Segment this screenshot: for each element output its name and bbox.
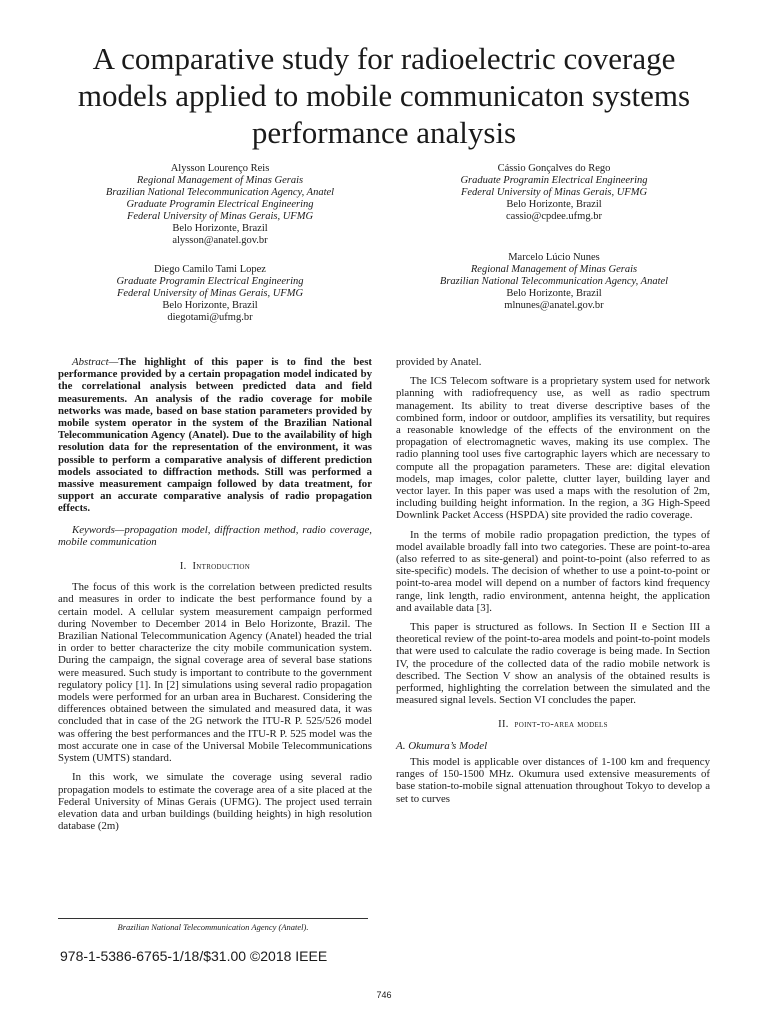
author-affiliation: Brazilian National Telecommunication Agency, Anatel [105,187,335,198]
author-affiliation: Federal University of Minas Gerais, UFMG [460,187,648,198]
paragraph: In the terms of mobile radio propagation prediction, the types of model available broadly fall into two categories. These are point-to-area (also referred to as site-general) and point-to-point (also referred to as site-specific) models. The decision of whether to use a point-to-point or point-to-area model will depend on a number of factors kind frequency range, link length, radio environment, antenna height, the application and available data [3]. [396,528,710,614]
copyright-line: 978-1-5386-6765-1/18/$31.00 ©2018 IEEE [60,948,328,964]
author-name: Alysson Lourenço Reis [170,163,270,174]
section-number: I. [179,561,187,573]
paragraph: The ICS Telecom software is a proprietary system used for network planning with radiofrequency use, as well as radio spectrum management. Its ability to treat diverse descriptive bases of the combined form, indoor or outdoor, amplifies its versatility, but requires a reasonable knowledge of the effects of the environment on the propagation of electromagnetic waves, making its use complex. The radio planning tool uses five cartographic layers which are necessary to compute all the propagation parameters. These are: digital elevation models, map images, color palette, clutter layer, building layer and vector layer. In this paper was used a maps with the resolution of 2m, including building height information. In the region, a 3G High-Speed Downlink Packet Access (HSPDA) site provided the radio coverage. [396,375,710,522]
author-affiliation: Brazilian National Telecommunication Agency, Anatel [439,276,669,287]
paragraph: The focus of this work is the correlation between predicted results and measures in order to indicate the best performance found by a certain model. A cellular system measurement campaign performed during November to December 2014 in Belo Horizonte, Brazil. The Brazilian National Telecommunication Agency (Anatel) headed the trial in order to better characterize the city mobile communication system. During the campaign, the signal coverage area of several base stations were measured. Such study is important to contribute to the government regulatory policy [1]. In [2] simulations using several radio propagation models were performed for an urban area in Bucharest. Considering the differences obtained between the simulated and measured data, it was concluded that in case of the 2G network the ITU-R P. 525/526 model was offering the best performances and the ITU-R P. 525 model was the most accurate one in case of the Universal Mobile Telecommunications System (UMTS) standard. [58,581,372,765]
author-name: Marcelo Lúcio Nunes [508,252,600,263]
subsection-heading: A. Okumura’s Model [396,739,488,752]
author-city: Belo Horizonte, Brazil [172,223,268,234]
author-affiliation: Federal University of Minas Gerais, UFMG [116,288,304,299]
right-column [396,356,710,812]
section-number: II. [498,719,509,731]
page-number: 746 [376,990,392,1000]
author-affiliation: Graduate Programin Electrical Engineering [126,199,314,210]
author-affiliation: Federal University of Minas Gerais, UFMG [126,211,314,222]
author-block-nunes [404,252,704,312]
author-affiliation: Graduate Programin Electrical Engineering [116,276,304,287]
footnote: Brazilian National Telecommunication Agency (Anatel). [117,922,309,932]
keywords-label: Keywords— [72,523,125,536]
author-affiliation: Regional Management of Minas Gerais [470,264,638,275]
section-heading-introduction [58,561,372,573]
author-email: alysson@anatel.gov.br [172,235,268,246]
section-heading-point-to-area [396,719,710,731]
author-affiliation: Regional Management of Minas Gerais [136,175,304,186]
abstract [58,356,372,515]
author-city: Belo Horizonte, Brazil [506,288,602,299]
paragraph: This paper is structured as follows. In Section II e Section III a theoretical review of the point-to-area models and point-to-point models that were used to calculate the radio coverage is being made. In Section IV, the procedure of the collected data of the radio mobile network is described. The Section V show an analysis of the obtained results is performed, highlighting the correlation between the simulated and the measured signal levels. Section VI concludes the paper. [396,621,710,707]
author-affiliation: Graduate Programin Electrical Engineering [460,175,648,186]
abstract-text: The highlight of this paper is to find the best performance provided by a certain propagation model indicated by the correlational analysis between predicted data and field measurements. An analysis of the radio coverage for mobile networks was made, based on base station parameters provided by mobile system operator in the system of the Brazilian National Telecommunication Agency (Anatel). Due to the availability of high resolution data for the representation of the environment, it was possible to perform a comparative analysis of different prediction models associated to diffraction methods. Still was performed a massive measurement campaign followed by data treatment, for support an accurate comparative analysis of radio propagation effects. [58,356,372,515]
paragraph: This model is applicable over distances of 1-100 km and frequency ranges of 150-1500 MHz. Okumura used extensive measurements of base station-to-mobile signal attenuation throughout Tokyo to develop a set to curves [396,755,710,805]
paragraph: In this work, we simulate the coverage using several radio propagation models to estimate the coverage area of a site placed at the Federal University of Minas Gerais (UFMG). The project used terrain elevation data and urban buildings (building heights) in high resolution database (2m) [58,771,372,833]
author-block-lopez [60,264,360,324]
keywords-text: propagation model, diffraction method, radio coverage, mobile communication [58,523,372,548]
author-city: Belo Horizonte, Brazil [162,300,258,311]
author-name: Cássio Gonçalves do Rego [497,163,611,174]
abstract-label: Abstract— [72,356,119,368]
author-email: cassio@cpdee.ufmg.br [506,211,602,222]
author-email: diegotami@ufmg.br [167,312,253,323]
left-column [58,356,372,839]
section-title: point-to-area models [514,719,608,731]
keywords [58,524,372,548]
author-name: Diego Camilo Tami Lopez [154,264,266,275]
section-title: Introduction [192,561,251,573]
footnote-divider [58,918,368,919]
author-city: Belo Horizonte, Brazil [506,199,602,210]
author-block-rego [404,163,704,223]
author-email: mlnunes@anatel.gov.br [504,300,604,311]
paper-title: A comparative study for radioelectric coverage models applied to mobile communicaton systems performance analysis [77,41,691,150]
paragraph-continuation: provided by Anatel. [396,356,482,368]
author-block-reis [70,163,370,247]
